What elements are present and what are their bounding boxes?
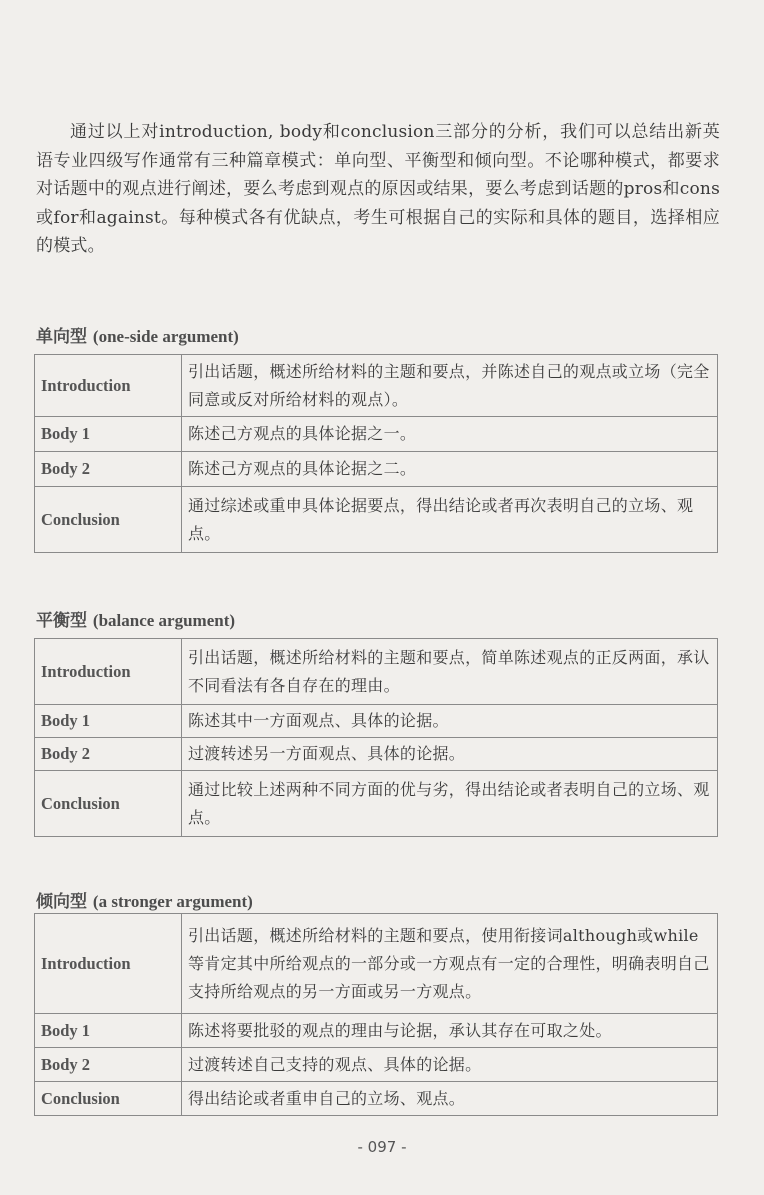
row-label: Conclusion — [35, 1082, 182, 1116]
row-description: 过渡转述自己支持的观点、具体的论据。 — [182, 1048, 718, 1082]
row-label: Body 1 — [35, 1014, 182, 1048]
row-description: 陈述将要批驳的观点的理由与论据，承认其存在可取之处。 — [182, 1014, 718, 1048]
table-row — [35, 771, 718, 837]
row-label: Body 2 — [35, 1048, 182, 1082]
row-description: 引出话题，概述所给材料的主题和要点，使用衔接词although或while等肯定其中所给观点的一部分或一方观点有一定的合理性，明确表明自己支持所给观点的另一方面或另一方观点。 — [182, 914, 718, 1014]
table-row — [35, 1082, 718, 1116]
row-label: Conclusion — [35, 771, 182, 837]
section-heading-stronger — [36, 887, 253, 912]
stronger-argument-table — [34, 913, 718, 1116]
section-title-en: (one-side argument) — [92, 327, 239, 346]
table-row — [35, 452, 718, 487]
row-description: 引出话题，概述所给材料的主题和要点，并陈述自己的观点或立场（完全同意或反对所给材料的观点）。 — [182, 355, 718, 417]
section-title-cn: 倾向型 — [36, 892, 87, 912]
row-label: Conclusion — [35, 487, 182, 553]
section-heading-one-side — [36, 322, 239, 347]
balance-argument-table — [34, 638, 718, 837]
row-description: 过渡转述另一方面观点、具体的论据。 — [182, 738, 718, 771]
section-title-en: (balance argument) — [92, 611, 236, 630]
table-row — [35, 417, 718, 452]
intro-paragraph: 通过以上对introduction, body和conclusion三部分的分析，我们可以总结出新英语专业四级写作通常有三种篇章模式：单向型、平衡型和倾向型。不论哪种模式，都要求对话题中的观点进行阐述，要么考虑到观点的原因或结果，要么考虑到话题的pros和cons或for和against。每种模式各有优缺点，考生可根据自己的实际和具体的题目，选择相应的模式。 — [36, 122, 720, 256]
section-heading-balance — [36, 606, 235, 631]
row-description: 通过比较上述两种不同方面的优与劣，得出结论或者表明自己的立场、观点。 — [182, 771, 718, 837]
section-title-cn: 单向型 — [36, 327, 87, 347]
row-label: Introduction — [35, 355, 182, 417]
row-label: Introduction — [35, 639, 182, 705]
table-row — [35, 1014, 718, 1048]
section-title-cn: 平衡型 — [36, 611, 87, 631]
row-description: 得出结论或者重申自己的立场、观点。 — [182, 1082, 718, 1116]
row-label: Introduction — [35, 914, 182, 1014]
table-row — [35, 914, 718, 1014]
row-description: 陈述己方观点的具体论据之一。 — [182, 417, 718, 452]
table-row — [35, 487, 718, 553]
table-row — [35, 355, 718, 417]
one-side-argument-table — [34, 354, 718, 553]
row-description: 通过综述或重申具体论据要点，得出结论或者再次表明自己的立场、观点。 — [182, 487, 718, 553]
page-number: - 097 - — [357, 1138, 407, 1156]
row-label: Body 1 — [35, 705, 182, 738]
row-label: Body 1 — [35, 417, 182, 452]
table-row — [35, 1048, 718, 1082]
table-row — [35, 738, 718, 771]
row-description: 引出话题，概述所给材料的主题和要点，简单陈述观点的正反两面，承认不同看法有各自存在的理由。 — [182, 639, 718, 705]
row-description: 陈述己方观点的具体论据之二。 — [182, 452, 718, 487]
table-row — [35, 705, 718, 738]
row-label: Body 2 — [35, 738, 182, 771]
row-label: Body 2 — [35, 452, 182, 487]
table-row — [35, 639, 718, 705]
section-title-en: (a stronger argument) — [92, 892, 253, 911]
row-description: 陈述其中一方面观点、具体的论据。 — [182, 705, 718, 738]
